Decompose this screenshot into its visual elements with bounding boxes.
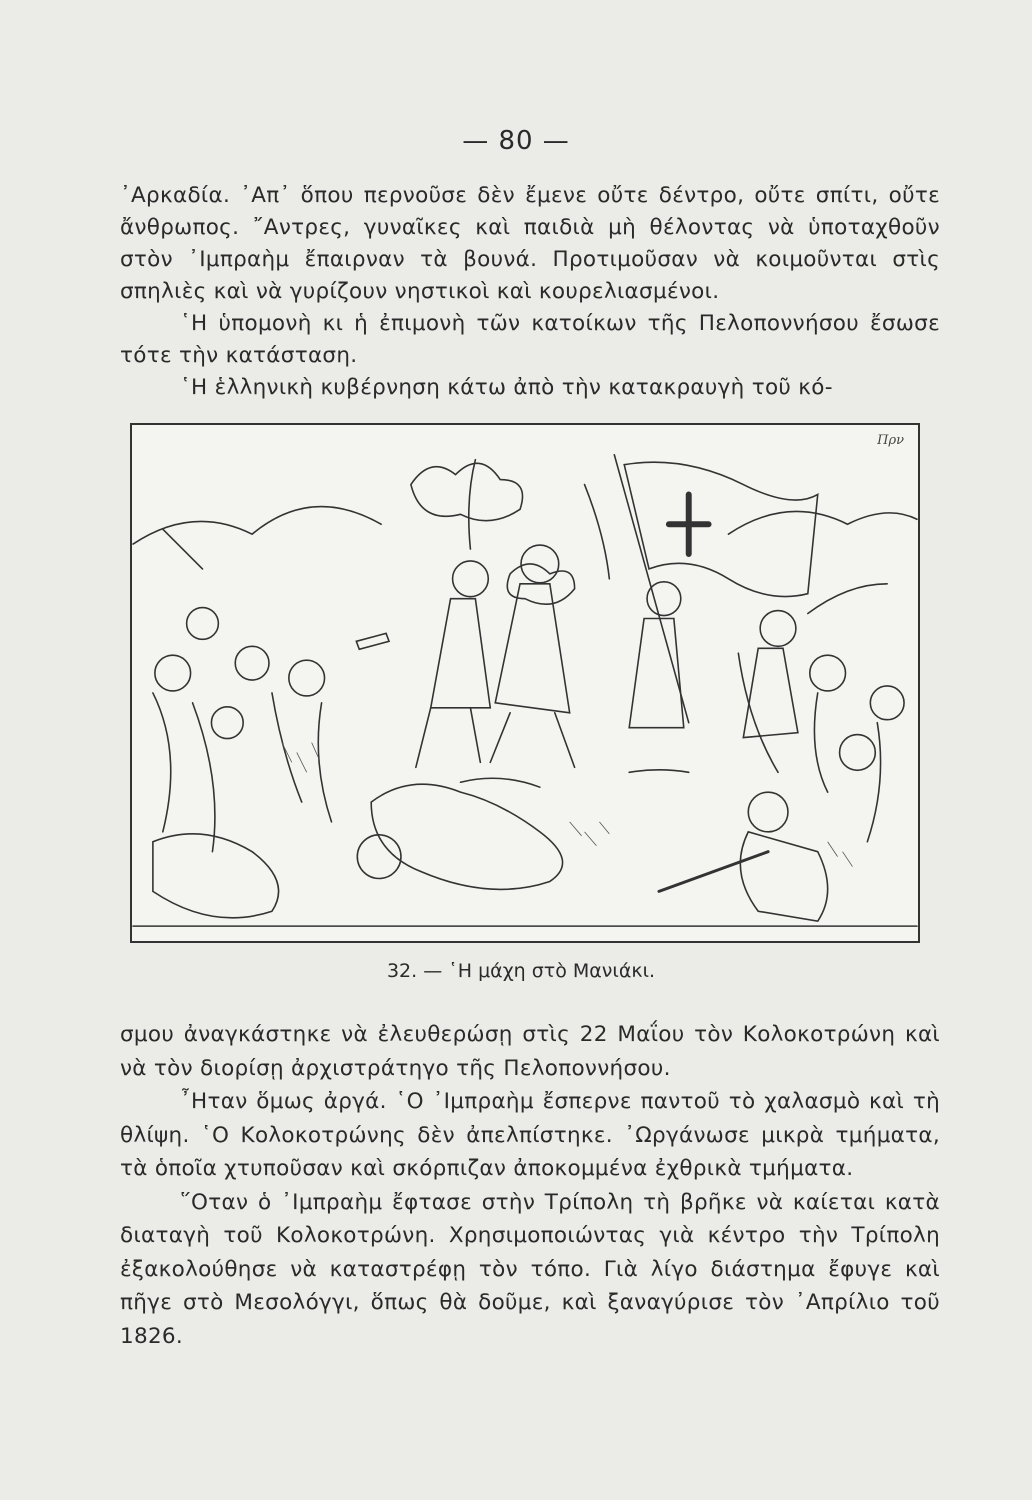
flag xyxy=(624,462,818,596)
paragraph-government: ῾Η ἑλληνικὴ κυβέρνηση κάτω ἀπὸ τὴν κατακραυγὴ τοῦ κό- xyxy=(180,375,833,400)
figure-body xyxy=(431,599,491,708)
figure-body xyxy=(495,584,569,713)
top-text-block xyxy=(120,180,940,404)
paragraph-arcadia: ᾿Αρκαδία. ᾿Απ᾿ ὅπου περνοῦσε δὲν ἔμενε οὔτε δέντρο, οὔτε σπίτι, οὔτε ἄνθρωπος. ῎Αντρες, γυναῖκες καὶ παιδιὰ μὴ θέλοντας νὰ ὑποταχθοῦν στὸν ᾿Ιμπραὴμ ἔπαιρναν τὰ βουνά. Προτιμοῦσαν νὰ κοιμοῦνται στὶς σπηλιὲς καὶ νὰ γυρίζουν νηστικοὶ καὶ κουρελιασμένοι. xyxy=(120,183,940,304)
rifle xyxy=(659,852,768,892)
sword xyxy=(469,460,476,549)
paragraph-too-late: ῏Ηταν ὅμως ἀργά. ῾Ο ᾿Ιμπραὴμ ἔσπερνε παντοῦ τὸ χαλασμὸ καὶ τὴ θλίψη. ῾Ο Κολοκοτρώνης δὲν ἀπελπίστηκε. ᾿Ωργάνωσε μικρὰ τμήματα, τὰ ὁποῖα χτυποῦσαν καὶ σκόρπιζαν ἀποκομμένα ἐχθρικὰ τμήματα. xyxy=(120,1089,940,1181)
bottom-text-block xyxy=(120,1018,940,1353)
fallen-figure xyxy=(153,834,279,918)
figure-head xyxy=(748,792,788,832)
paragraph-tripoli: ῞Οταν ὁ ᾿Ιμπραὴμ ἔφτασε στὴν Τρίπολη τὴ βρῆκε νὰ καίεται κατὰ διαταγὴ τοῦ Κολοκοτρώνη. Χρησιμοποιώντας γιὰ κέντρο τὴν Τρίπολη ἐξακολούθησε νὰ καταστρέφῃ τὸν τόπο. Γιὰ λίγο διάστημα ἔφυγε καὶ πῆγε στὸ Μεσολόγγι, ὅπως θὰ δοῦμε, καὶ ξαναγύρισε τὸν ᾿Απρίλιο τοῦ 1826. xyxy=(120,1189,940,1349)
figure-head xyxy=(760,611,796,647)
figure-head xyxy=(647,582,681,616)
artist-signature: Πρν xyxy=(877,433,904,448)
page-number: — 80 — xyxy=(462,126,570,156)
battle-drawing xyxy=(132,425,918,941)
figure-caption: 32. — ῾Η μάχη στὸ Μανιάκι. xyxy=(386,960,656,982)
figure-body xyxy=(740,832,827,921)
sword xyxy=(808,584,887,614)
flag-cross xyxy=(669,494,709,554)
battle-illustration xyxy=(130,423,920,943)
pistol xyxy=(356,633,389,649)
sword xyxy=(738,653,778,772)
paragraph-release: σμου ἀναγκάστηκε νὰ ἐλευθερώσῃ στὶς 22 Μαΐου τὸν Κολοκοτρώνη καὶ νὰ τὸν διορίσῃ ἀρχιστράτηγο τῆς Πελοποννήσου. xyxy=(120,1022,940,1081)
fallen-figure xyxy=(371,784,562,889)
figure-legs xyxy=(490,713,574,768)
paragraph-patience: ῾Η ὑπομονὴ κι ἡ ἐπιμονὴ τῶν κατοίκων τῆς Πελοποννήσου ἔσωσε τότε τὴν κατάσταση. xyxy=(120,311,940,368)
sword xyxy=(585,485,610,579)
mountain-left xyxy=(133,507,381,544)
mountain-right xyxy=(728,511,917,534)
smoke-cloud xyxy=(411,463,523,520)
figure-head xyxy=(453,561,489,597)
ground-marks xyxy=(461,770,689,787)
figure-legs xyxy=(416,708,481,768)
figure-body xyxy=(743,648,798,737)
sword xyxy=(163,529,203,569)
